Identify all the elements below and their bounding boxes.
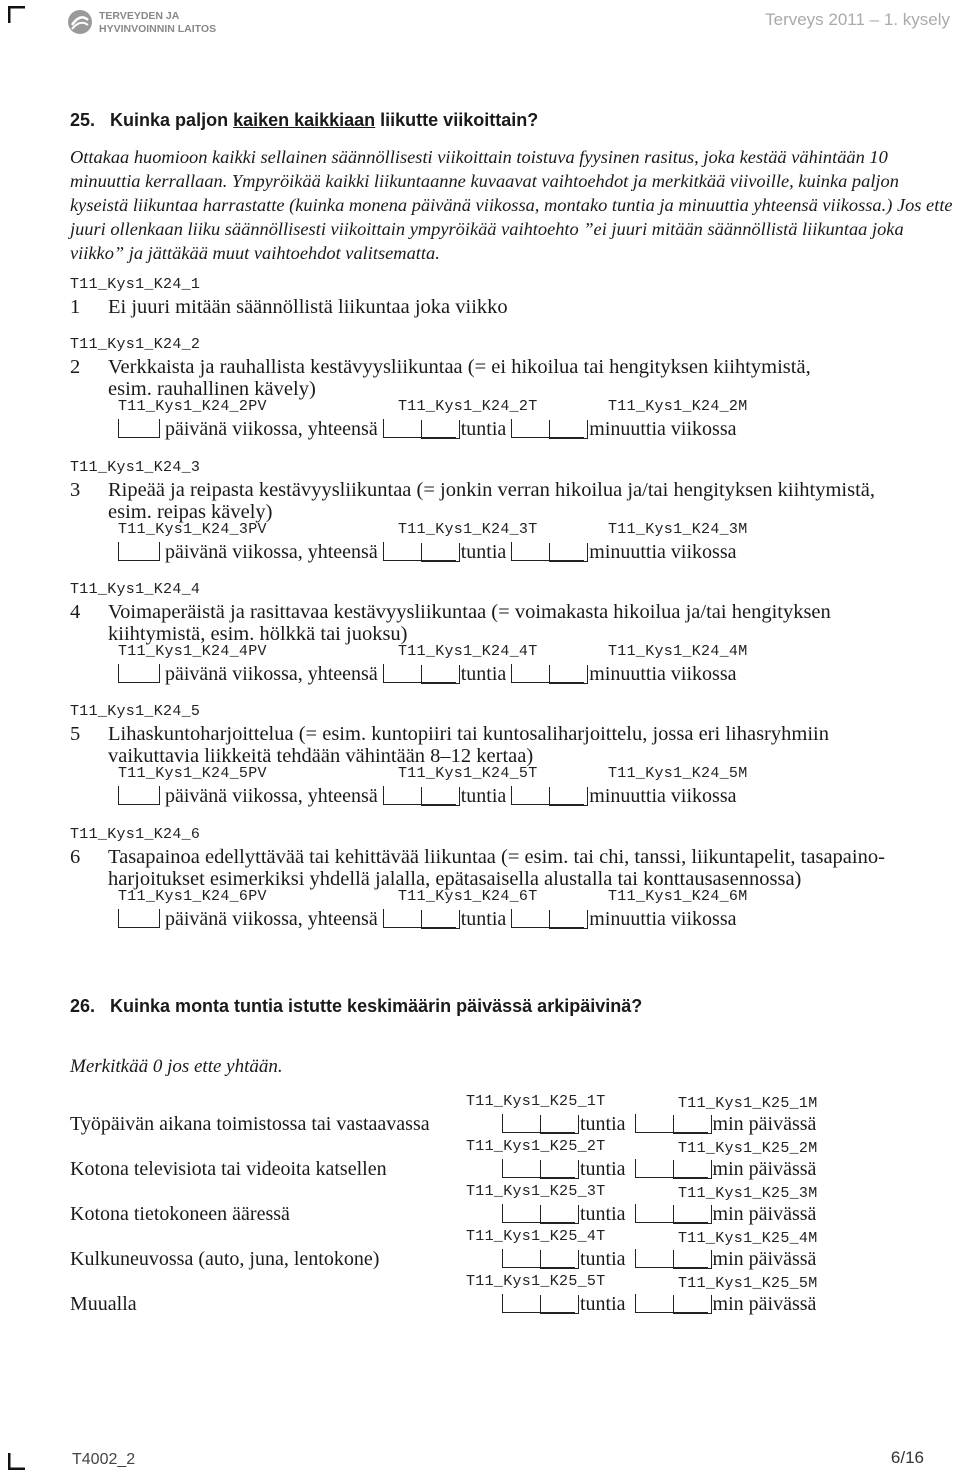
thl-logo-icon [66,8,94,36]
minutes-label: minuuttia viikossa [589,785,737,807]
header-title: Terveys 2011 – 1. kysely [765,10,950,29]
hours-label: tuntia [580,1203,626,1225]
variable-code-minutes: T11_Kys1_K25_4M [678,1230,818,1247]
variable-code-days: T11_Kys1_K24_2PV [118,398,267,415]
question-number: 25. [70,110,96,130]
variable-code-hours: T11_Kys1_K25_4T [466,1228,606,1245]
logo-text-line2: HYVINVOINNIN LAITOS [99,23,217,35]
hours-field[interactable] [383,909,456,928]
minutes-field[interactable] [635,1294,708,1313]
answer-row [118,663,736,686]
sitting-row-inputs [502,1248,816,1271]
hours-field[interactable] [502,1204,575,1223]
question-title-part: Kuinka paljon [110,110,234,130]
minutes-field[interactable] [511,542,584,561]
minutes-label: minuuttia viikossa [589,908,737,930]
question-number: 26. [70,996,96,1016]
variable-code: T11_Kys1_K24_1 [70,276,201,293]
option-label-continued: esim. rauhallinen kävely) [108,378,316,400]
option-number: 4 [70,601,81,623]
minutes-label: min päivässä [712,1113,817,1135]
question-title-emphasis: kaiken kaikkiaan [233,110,376,130]
variable-code-days: T11_Kys1_K24_3PV [118,521,267,538]
variable-code-minutes: T11_Kys1_K24_2M [608,398,748,415]
option-number: 6 [70,846,81,868]
option-label-continued: vaikuttavia liikkeitä tehdään vähintään 8–12 kertaa) [108,745,534,767]
option-label-continued: harjoitukset esimerkiksi yhdellä jalalla, epätasaisella alustalla tai konttausasennossa) [108,868,802,890]
variable-code-minutes: T11_Kys1_K24_5M [608,765,748,782]
minutes-field[interactable] [511,786,584,805]
option-5[interactable] [70,723,80,746]
option-6[interactable] [70,846,80,869]
hours-field[interactable] [502,1114,575,1133]
variable-code-minutes: T11_Kys1_K25_1M [678,1095,818,1112]
answer-row [118,541,736,564]
variable-code-hours: T11_Kys1_K25_5T [466,1273,606,1290]
variable-code-hours: T11_Kys1_K25_3T [466,1183,606,1200]
minutes-field[interactable] [511,909,584,928]
days-field[interactable] [118,664,160,683]
days-label: päivänä viikossa, yhteensä [165,418,378,440]
days-label: päivänä viikossa, yhteensä [165,785,378,807]
option-1[interactable] [70,296,80,319]
minutes-field[interactable] [635,1204,708,1223]
hours-label: tuntia [580,1248,626,1270]
minutes-label: min päivässä [712,1203,817,1225]
variable-code-minutes: T11_Kys1_K24_4M [608,643,748,660]
answer-row [118,785,736,808]
hours-label: tuntia [460,785,507,807]
option-2[interactable] [70,356,80,379]
option-label-continued: esim. reipas kävely) [108,501,273,523]
variable-code-days: T11_Kys1_K24_4PV [118,643,267,660]
minutes-label: min päivässä [712,1293,817,1315]
variable-code-hours: T11_Kys1_K24_4T [398,643,538,660]
days-field[interactable] [118,419,160,438]
option-label-continued: kiihtymistä, esim. hölkkä tai juoksu) [108,623,408,645]
hours-field[interactable] [383,419,456,438]
hours-label: tuntia [460,663,507,685]
hours-field[interactable] [502,1249,575,1268]
option-number: 5 [70,723,81,745]
form-code: T4002_2 [72,1451,136,1468]
sitting-row-label: Kulkuneuvossa (auto, juna, lentokone) [70,1248,380,1270]
days-field[interactable] [118,542,160,561]
variable-code-minutes: T11_Kys1_K25_3M [678,1185,818,1202]
hours-field[interactable] [502,1294,575,1313]
sitting-row-label: Työpäivän aikana toimistossa tai vastaavassa [70,1113,430,1135]
variable-code-minutes: T11_Kys1_K24_3M [608,521,748,538]
minutes-label: minuuttia viikossa [589,541,737,563]
variable-code-days: T11_Kys1_K24_6PV [118,888,267,905]
thl-logo [66,6,231,38]
option-label: Ripeää ja reipasta kestävyysliikuntaa (= jonkin verran hikoilua ja/tai hengityksen kiihtymistä, [108,479,876,501]
days-field[interactable] [118,909,160,928]
corner-mark-bottom-left [8,1452,26,1470]
minutes-label: minuuttia viikossa [589,663,737,685]
minutes-label: min päivässä [712,1158,817,1180]
hours-label: tuntia [460,541,507,563]
corner-mark-top-left [8,6,26,24]
option-label: Voimaperäistä ja rasittavaa kestävyysliikuntaa (= voimakasta hikoilua ja/tai hengityksen [108,601,831,623]
logo-text-line1: TERVEYDEN JA [99,10,180,22]
hours-label: tuntia [580,1293,626,1315]
option-label: Ei juuri mitään säännöllistä liikuntaa joka viikko [108,296,508,318]
question-25-title [70,110,538,131]
hours-field[interactable] [383,542,456,561]
days-label: päivänä viikossa, yhteensä [165,541,378,563]
variable-code-hours: T11_Kys1_K25_2T [466,1138,606,1155]
variable-code-hours: T11_Kys1_K24_2T [398,398,538,415]
minutes-field[interactable] [635,1249,708,1268]
sitting-row-label: Muualla [70,1293,137,1315]
variable-code: T11_Kys1_K24_3 [70,459,201,476]
minutes-field[interactable] [635,1114,708,1133]
variable-code: T11_Kys1_K24_5 [70,703,201,720]
question-title-text: Kuinka monta tuntia istutte keskimäärin päivässä arkipäivinä? [110,996,643,1016]
variable-code: T11_Kys1_K24_6 [70,826,201,843]
variable-code-minutes: T11_Kys1_K24_6M [608,888,748,905]
option-number: 1 [70,296,81,318]
hours-label: tuntia [580,1158,626,1180]
option-number: 3 [70,479,81,501]
minutes-label: min päivässä [712,1248,817,1270]
sitting-row-label: Kotona tietokoneen ääressä [70,1203,290,1225]
variable-code: T11_Kys1_K24_2 [70,336,201,353]
days-label: päivänä viikossa, yhteensä [165,663,378,685]
sitting-row-inputs [502,1203,816,1226]
sitting-row-inputs [502,1113,816,1136]
question-25-instructions: Ottakaa huomioon kaikki sellainen säännöllisesti viikoittain toistuva fyysinen rasitus, joka kestää vähintään 10 minuuttia kerrallaan. Ympyröikää kaikki liikuntaanne kuvaavat vaihtoehdot ja merkitkää viivoille, kuinka paljon kyseistä liikuntaa harrastatte (kuinka monena päivänä viikossa, montako tuntia ja minuuttia yhteensä viikossa.) Jos ette juuri ollenkaan liiku säännöllisesti viikoittain ympyröikää vaihtoehto ”ei juuri mitään säännöllistä liikuntaa joka viikko” ja jättäkää muut vaihtoehdot valitsematta. [70,147,953,263]
variable-code-hours: T11_Kys1_K24_6T [398,888,538,905]
sitting-row-label: Kotona televisiota tai videoita katsellen [70,1158,387,1180]
variable-code-minutes: T11_Kys1_K25_2M [678,1140,818,1157]
variable-code: T11_Kys1_K24_4 [70,581,201,598]
option-label: Verkkaista ja rauhallista kestävyysliikuntaa (= ei hikoilua tai hengityksen kiihtymistä, [108,356,811,378]
sitting-row-inputs [502,1293,816,1316]
answer-row [118,418,736,441]
variable-code-hours: T11_Kys1_K25_1T [466,1093,606,1110]
minutes-field[interactable] [511,664,584,683]
hours-field[interactable] [383,786,456,805]
question-26-title [70,996,642,1017]
hours-label: tuntia [460,418,507,440]
variable-code-hours: T11_Kys1_K24_5T [398,765,538,782]
hours-field[interactable] [502,1159,575,1178]
option-4[interactable] [70,601,80,624]
option-number: 2 [70,356,81,378]
page-number: 6/16 [890,1448,924,1467]
variable-code-days: T11_Kys1_K24_5PV [118,765,267,782]
sitting-row-inputs [502,1158,816,1181]
hours-label: tuntia [580,1113,626,1135]
hours-field[interactable] [383,664,456,683]
minutes-label: minuuttia viikossa [589,418,737,440]
variable-code-minutes: T11_Kys1_K25_5M [678,1275,818,1292]
option-label: Tasapainoa edellyttävää tai kehittävää liikuntaa (= esim. tai chi, tanssi, liikuntapelit, tasapaino- [108,846,885,868]
minutes-field[interactable] [635,1159,708,1178]
days-field[interactable] [118,786,160,805]
hours-label: tuntia [460,908,507,930]
option-label: Lihaskuntoharjoittelua (= esim. kuntopiiri tai kuntosaliharjoittelu, jossa eri lihasryhmiin [108,723,829,745]
days-label: päivänä viikossa, yhteensä [165,908,378,930]
question-title-part: liikutte viikoittain? [375,110,539,130]
question-26-instruction: Merkitkää 0 jos ette yhtään. [70,1056,283,1077]
answer-row [118,908,736,931]
option-3[interactable] [70,479,80,502]
minutes-field[interactable] [511,419,584,438]
variable-code-hours: T11_Kys1_K24_3T [398,521,538,538]
